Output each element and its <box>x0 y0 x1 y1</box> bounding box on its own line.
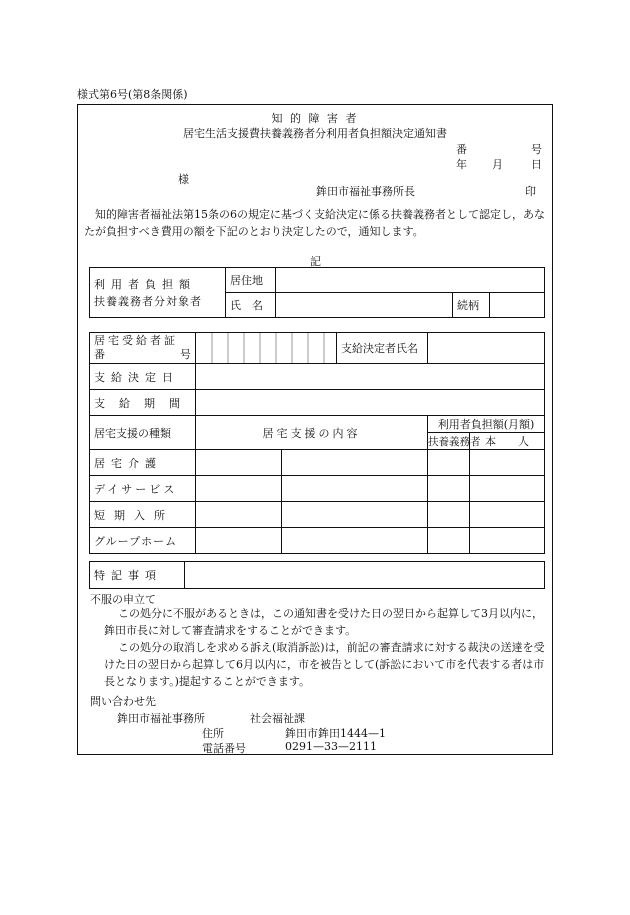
cert-label-line-1: 居宅受給者証 <box>94 334 178 347</box>
cert-label-line-2 <box>94 348 191 362</box>
service-cell[interactable] <box>282 528 428 554</box>
address-value[interactable] <box>276 268 545 293</box>
seal-mark: 印 <box>525 185 536 198</box>
contact-phone: 0291—33—2111 <box>285 740 377 753</box>
guardian-label: 扶養義務者 <box>428 433 470 450</box>
appeal-paragraph-1: この処分に不服があるときは，この通知書を受けた日の翌日から起算して3月以内に，鉾田市長に対して審査請求をすることができます。 <box>104 607 543 637</box>
subject-label-line-1: 利用者負担額 <box>94 277 196 291</box>
issuer: 鉾田市福祉事務所長 <box>316 185 415 198</box>
service-row-label: グループホーム <box>90 528 196 554</box>
decided-name-value[interactable] <box>428 333 545 364</box>
cert-number-value[interactable] <box>196 333 337 364</box>
service-row-label: 居宅介護 <box>90 450 196 476</box>
appeal-paragraph-2: この処分の取消しを求める訴え(取消訴訟)は，前記の審査請求に対する裁決の送達を受けた日の翌日から起算して6月以内に，市を被告として(訴訟において市を代表する者は市長となります。)提起することができます。 <box>104 641 545 688</box>
service-table <box>89 332 545 554</box>
service-cell[interactable] <box>428 502 470 528</box>
date-day: 日 <box>531 158 542 171</box>
address-label: 居住地 <box>226 268 276 293</box>
service-cell[interactable] <box>470 528 545 554</box>
name-value[interactable] <box>276 293 453 318</box>
service-cell[interactable] <box>470 450 545 476</box>
appeal-heading: 不服の申立て <box>90 593 156 606</box>
contact-phone-label: 電話番号 <box>202 742 246 755</box>
cert-label-cell <box>90 333 196 364</box>
service-cell[interactable] <box>428 450 470 476</box>
remarks-table <box>89 561 545 589</box>
service-cell[interactable] <box>196 450 282 476</box>
contact-address: 鉾田市鉾田1444—1 <box>285 727 386 740</box>
service-cell[interactable] <box>470 476 545 502</box>
name-label: 氏 名 <box>226 293 276 318</box>
number-go: 号 <box>531 143 542 156</box>
service-cell[interactable] <box>196 476 282 502</box>
contact-office: 鉾田市福祉事務所 <box>117 712 205 725</box>
body-text: 知的障害者福祉法第15条の6の規定に基づく支給決定に係る扶養義務者として認定し，あなたが負担すべき費用の額を下記のとおり決定したので，通知します。 <box>84 208 545 238</box>
service-cell[interactable] <box>196 528 282 554</box>
cert-label-go: 号 <box>180 348 191 361</box>
contact-heading: 問い合わせ先 <box>90 695 156 708</box>
contact-address-label: 住所 <box>202 727 224 740</box>
number-ban: 番 <box>456 143 467 156</box>
service-cell[interactable] <box>282 502 428 528</box>
cert-label-ban: 番 <box>94 348 105 361</box>
decision-date-label: 支給決定日 <box>90 364 196 390</box>
service-cell[interactable] <box>282 476 428 502</box>
title-line-2: 居宅生活支援費扶養義務者分利用者負担額決定通知書 <box>183 127 447 140</box>
service-cell[interactable] <box>196 502 282 528</box>
subject-label-line-2: 扶養義務者分対象者 <box>94 294 202 308</box>
form-number: 様式第6号(第8条関係) <box>77 88 188 101</box>
remarks-value[interactable] <box>185 562 545 589</box>
relation-value[interactable] <box>490 293 545 318</box>
remarks-label: 特記事項 <box>90 562 185 589</box>
service-row-label: 短期入所 <box>90 502 196 528</box>
service-content-label: 居宅支援の内容 <box>196 416 428 450</box>
subject-label-cell <box>90 268 226 318</box>
date-year: 年 <box>456 158 467 171</box>
burden-label: 利用者負担額(月額) <box>428 416 545 433</box>
period-value[interactable] <box>196 390 545 416</box>
service-type-label: 居宅支援の種類 <box>90 416 196 450</box>
decided-name-label: 支給決定者氏名 <box>337 333 428 364</box>
contact-section: 社会福祉課 <box>250 712 305 725</box>
self-label: 本 人 <box>470 433 545 450</box>
service-cell[interactable] <box>282 450 428 476</box>
relation-label: 続柄 <box>453 293 490 318</box>
subject-table <box>89 267 545 318</box>
ki-label: 記 <box>310 255 321 268</box>
period-label: 支給期間 <box>90 390 196 416</box>
service-cell[interactable] <box>470 502 545 528</box>
title-line-1: 知 的 障 害 者 <box>271 112 359 125</box>
service-row-label: デイサービス <box>90 476 196 502</box>
addressee-sama: 様 <box>178 173 189 186</box>
service-cell[interactable] <box>428 476 470 502</box>
date-month: 月 <box>492 158 503 171</box>
decision-date-value[interactable] <box>196 364 545 390</box>
service-cell[interactable] <box>428 528 470 554</box>
